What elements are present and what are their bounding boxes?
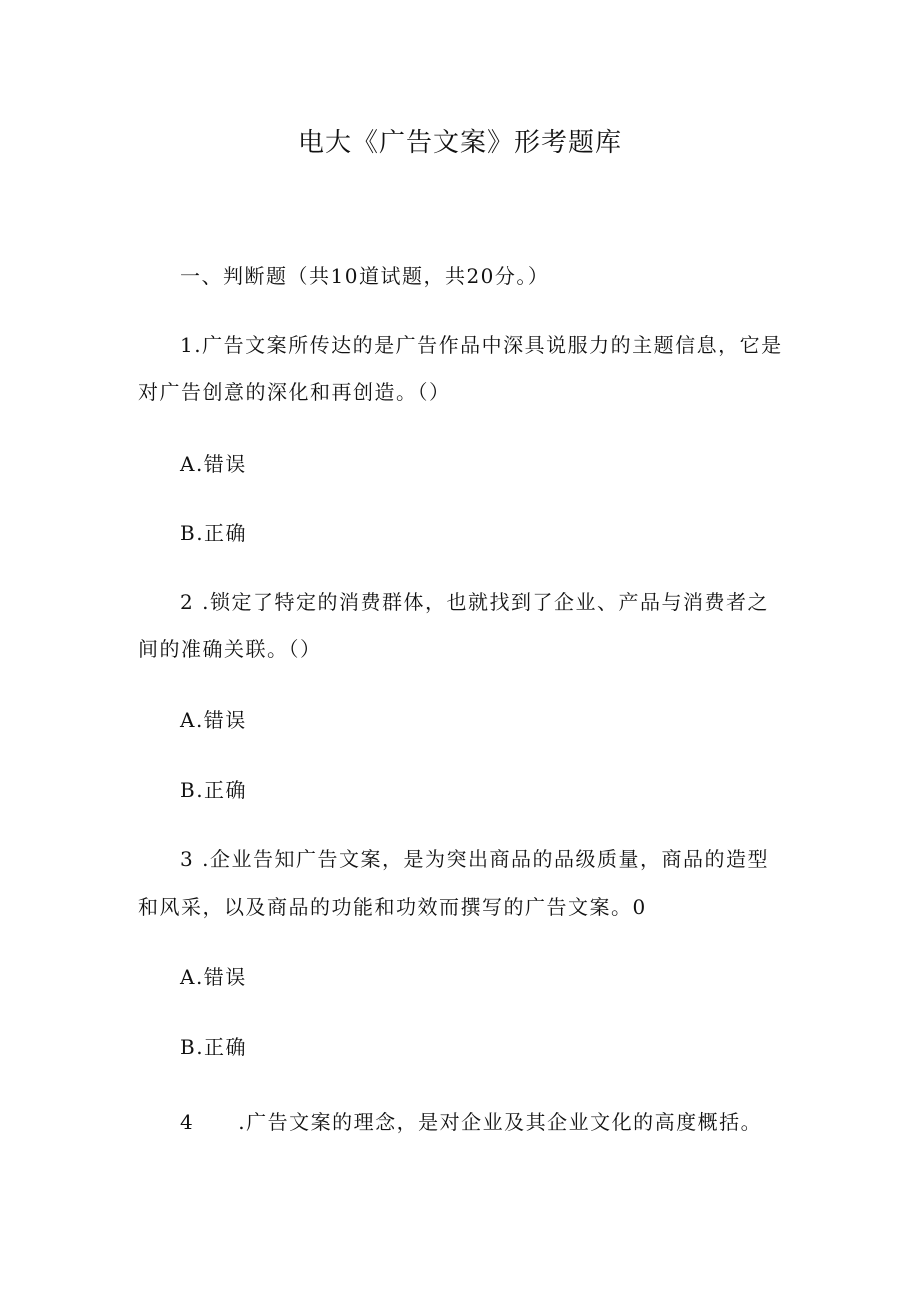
question-1-option-a: A.错误: [180, 452, 247, 476]
question-4-text: .广告文案的理念，是对企业及其企业文化的高度概括。: [238, 1110, 763, 1134]
question-4-number: 4: [180, 1110, 195, 1134]
page-title: 电大《广告文案》形考题库: [297, 128, 622, 158]
question-3-text-line-1: 3 .企业告知广告文案，是为突出商品的品级质量，商品的造型: [180, 847, 769, 871]
question-2-text-line-1: 2 .锁定了特定的消费群体，也就找到了企业、产品与消费者之: [180, 590, 769, 614]
question-1-option-b: B.正确: [180, 521, 248, 545]
section-heading: 一、判断题（共10道试题，共20分。）: [180, 264, 550, 288]
question-2-text-line-2: 间的准确关联。（）: [138, 637, 322, 661]
question-1-text-line-2: 对广告创意的深化和再创造。（）: [138, 380, 451, 404]
question-4-text-line-1: [180, 1108, 762, 1136]
question-3-option-a: A.错误: [180, 965, 247, 989]
question-2-option-b: B.正确: [180, 778, 248, 802]
question-3-option-b: B.正确: [180, 1035, 248, 1059]
question-1-text-line-1: 1.广告文案所传达的是广告作品中深具说服力的主题信息，它是: [180, 333, 783, 357]
question-3-text-line-2: 和风采，以及商品的功能和功效而撰写的广告文案。0: [138, 895, 647, 919]
question-2-option-a: A.错误: [180, 708, 247, 732]
